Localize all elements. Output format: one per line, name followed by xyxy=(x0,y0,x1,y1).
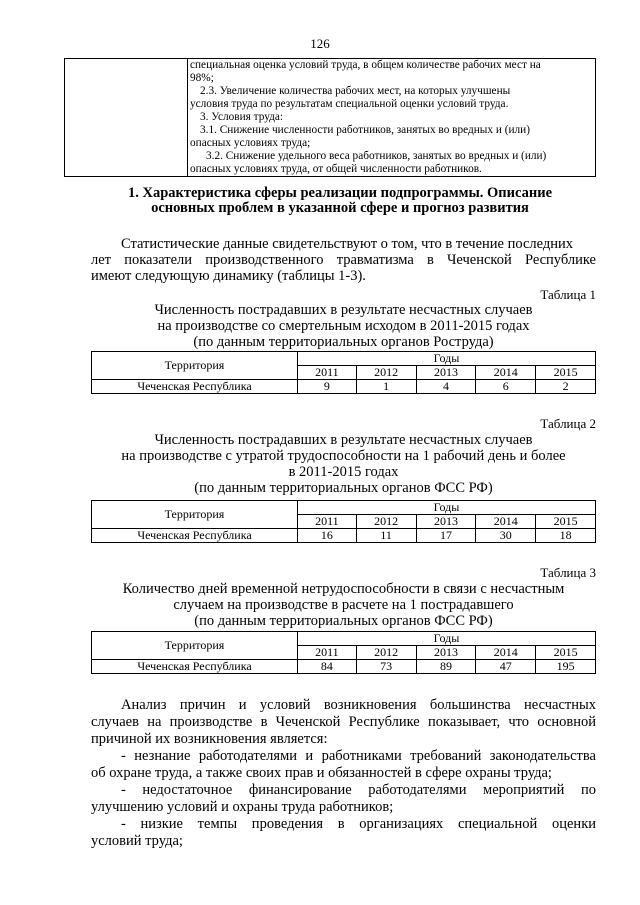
intro-paragraph xyxy=(91,236,596,284)
table-title-line: на производстве с утратой трудоспособности на 1 рабочий день и более xyxy=(121,448,566,464)
table-3-title xyxy=(91,581,596,629)
analysis-section xyxy=(91,697,596,850)
year-cell: 2015 xyxy=(536,646,596,660)
value-cell: 30 xyxy=(476,529,536,543)
years-header: Годы xyxy=(298,632,596,646)
table-title-line: Количество дней временной нетрудоспособности в связи с несчастным xyxy=(122,581,565,597)
table-2-title xyxy=(91,432,596,496)
continuation-line: опасных условиях труда; xyxy=(190,137,311,149)
table-row xyxy=(92,529,596,543)
table-title-line: Численность пострадавших в результате несчастных случаев xyxy=(154,302,533,318)
continuation-line: условия труда по результатам специальной оценки условий труда. xyxy=(190,98,509,110)
table-row xyxy=(92,660,596,674)
page-number: 126 xyxy=(310,36,330,51)
bullet-line: об охране труда, а также своих прав и обязанностей в сфере охраны труда; xyxy=(91,765,552,781)
continuation-line: 2.3. Увеличение количества рабочих мест, на которых улучшены xyxy=(200,85,511,97)
table-row xyxy=(92,380,596,394)
continuation-line: 3.1. Снижение численности работников, занятых во вредных и (или) xyxy=(200,124,530,136)
value-cell: 89 xyxy=(416,660,476,674)
continuation-line: специальная оценка условий труда, в общем количестве рабочих мест на xyxy=(190,59,541,71)
year-cell: 2013 xyxy=(416,515,476,529)
continuation-table-empty-cell xyxy=(65,59,188,177)
year-cell: 2012 xyxy=(356,515,416,529)
value-cell: 195 xyxy=(536,660,596,674)
value-cell: 2 xyxy=(536,380,596,394)
bullet-line: улучшению условий и охраны труда работников; xyxy=(91,799,394,815)
row-label: Чеченская Республика xyxy=(92,660,298,674)
value-cell: 17 xyxy=(416,529,476,543)
table-3-label: Таблица 3 xyxy=(540,565,596,580)
analysis-line: случаев на производстве в Чеченской Республике показывает, что основной xyxy=(91,714,596,730)
year-cell: 2011 xyxy=(298,646,357,660)
table-title-line: (по данным территориальных органов ФСС РФ) xyxy=(194,613,493,629)
continuation-table xyxy=(64,58,596,177)
row-label: Чеченская Республика xyxy=(92,380,298,394)
value-cell: 18 xyxy=(536,529,596,543)
intro-line: имеют следующую динамику (таблицы 1-3). xyxy=(91,268,366,284)
value-cell: 16 xyxy=(298,529,357,543)
continuation-line: 3. Условия труда: xyxy=(200,111,284,123)
years-header: Годы xyxy=(298,352,596,366)
analysis-line: Анализ причин и условий возникновения большинства несчастных xyxy=(121,697,596,713)
value-cell: 47 xyxy=(476,660,536,674)
table-title-line: в 2011-2015 годах xyxy=(288,464,399,480)
table-title-line: Численность пострадавших в результате несчастных случаев xyxy=(154,432,533,448)
table-2 xyxy=(91,500,596,543)
value-cell: 73 xyxy=(356,660,416,674)
value-cell: 9 xyxy=(298,380,357,394)
value-cell: 1 xyxy=(356,380,416,394)
value-cell: 84 xyxy=(298,660,357,674)
year-cell: 2014 xyxy=(476,646,536,660)
year-cell: 2011 xyxy=(298,515,357,529)
table-1 xyxy=(91,351,596,394)
value-cell: 11 xyxy=(356,529,416,543)
year-cell: 2013 xyxy=(416,646,476,660)
years-header: Годы xyxy=(298,501,596,515)
table-3 xyxy=(91,631,596,674)
table-title-line: (по данным территориальных органов Роструда) xyxy=(193,334,494,350)
year-cell: 2012 xyxy=(356,646,416,660)
section-heading-line: основных проблем в указанной сфере и прогноз развития xyxy=(151,200,529,216)
year-cell: 2013 xyxy=(416,366,476,380)
territory-header: Территория xyxy=(92,632,298,660)
intro-line: Статистические данные свидетельствуют о том, что в течение последних xyxy=(121,236,574,252)
bullet-line: условий труда; xyxy=(91,833,183,849)
year-cell: 2015 xyxy=(536,515,596,529)
bullet-line: - низкие темпы проведения в организациях специальной оценки xyxy=(121,816,596,832)
section-heading-line: 1. Характеристика сферы реализации подпрограммы. Описание xyxy=(127,185,553,201)
table-1-label: Таблица 1 xyxy=(540,287,596,302)
continuation-line: опасных условиях труда, от общей численности работников. xyxy=(190,163,482,175)
table-title-line: на производстве со смертельным исходом в 2011-2015 годах xyxy=(157,318,530,334)
value-cell: 6 xyxy=(476,380,536,394)
value-cell: 4 xyxy=(416,380,476,394)
table-title-line: (по данным территориальных органов ФСС РФ) xyxy=(194,480,493,496)
table-2-label: Таблица 2 xyxy=(540,416,596,431)
continuation-table-text-cell xyxy=(188,59,596,177)
bullet-line: - незнание работодателями и работниками требований законодательства xyxy=(121,748,596,764)
row-label: Чеченская Республика xyxy=(92,529,298,543)
table-1-title xyxy=(91,302,596,350)
table-title-line: случаем на производстве в расчете на 1 пострадавшего xyxy=(173,597,514,613)
continuation-line: 98%; xyxy=(190,72,214,84)
year-cell: 2014 xyxy=(476,366,536,380)
year-cell: 2012 xyxy=(356,366,416,380)
analysis-line: причиной их возникновения является: xyxy=(91,731,328,747)
territory-header: Территория xyxy=(92,352,298,380)
bullet-line: - недостаточное финансирование работодателями мероприятий по xyxy=(121,782,596,798)
territory-header: Территория xyxy=(92,501,298,529)
section-heading xyxy=(110,186,570,216)
intro-line: лет показатели производственного травматизма в Чеченской Республике xyxy=(91,252,596,268)
year-cell: 2011 xyxy=(298,366,357,380)
year-cell: 2014 xyxy=(476,515,536,529)
continuation-line: 3.2. Снижение удельного веса работников, занятых во вредных и (или) xyxy=(206,150,547,162)
year-cell: 2015 xyxy=(536,366,596,380)
